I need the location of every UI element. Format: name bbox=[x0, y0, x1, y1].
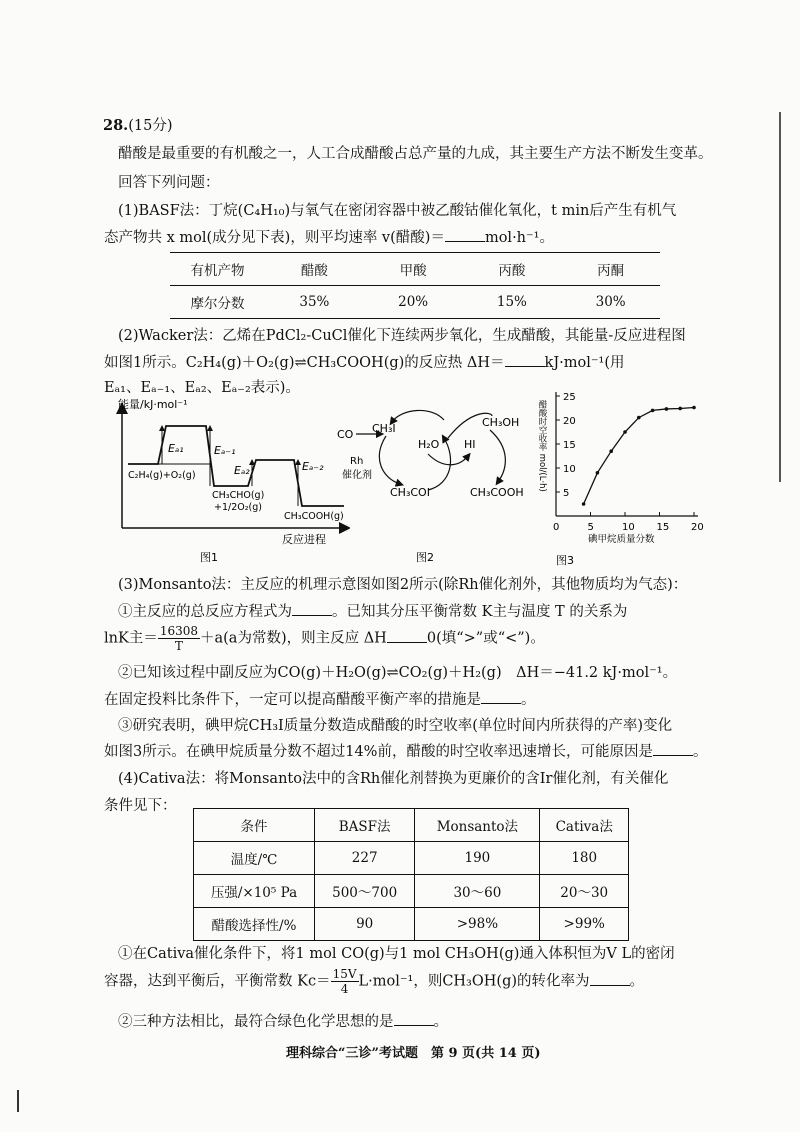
fraction-denominator: 4 bbox=[340, 982, 349, 996]
table-row bbox=[194, 842, 629, 875]
fig3-data-point bbox=[665, 407, 669, 411]
table-cell: Monsanto法 bbox=[415, 809, 540, 842]
answer-blank bbox=[590, 973, 630, 986]
left-cycle-arrow bbox=[379, 436, 400, 484]
table-cell: 丙酸 bbox=[463, 253, 562, 286]
part3-lnk-line bbox=[104, 624, 545, 653]
part4-q1b-text: 容器，达到平衡后，平衡常数 Kc＝ bbox=[104, 973, 331, 990]
lnk-label: lnK主＝ bbox=[104, 630, 158, 647]
part4-line2: 条件见下： bbox=[104, 798, 177, 814]
hi-label: HI bbox=[464, 438, 476, 451]
part2-line2-unit: kJ·mol⁻¹(用 bbox=[544, 355, 625, 371]
table-cell: 20～30 bbox=[540, 875, 629, 908]
table-cell: 丙酮 bbox=[561, 253, 660, 286]
figure1-energy-diagram bbox=[100, 398, 350, 566]
part3-q3b bbox=[104, 740, 707, 761]
part3-q2b-text: 在固定投料比条件下，一定可以提高醋酸平衡产率的措施是 bbox=[104, 692, 481, 708]
part4-q2-text: ②三种方法相比，最符合绿色化学思想的是 bbox=[118, 1014, 394, 1030]
catalyst-label: 催化剂 bbox=[342, 470, 372, 481]
part4-line1: (4)Cativa法：将Monsanto法中的含Rh催化剂替换为更廉价的含Ir催化剂，有关催化 bbox=[118, 771, 669, 787]
table-cell: >98% bbox=[415, 908, 540, 941]
part3-q1 bbox=[118, 600, 627, 621]
table-cell: 有机产物 bbox=[170, 253, 265, 286]
fig3-data-point bbox=[596, 471, 600, 475]
fig3-data-point bbox=[692, 406, 696, 410]
right-cycle-arrow bbox=[490, 430, 505, 482]
product-table bbox=[170, 252, 660, 319]
table-cell: 227 bbox=[315, 842, 415, 875]
table-cell: 190 bbox=[415, 842, 540, 875]
answer-blank bbox=[387, 630, 427, 643]
part1-line1: (1)BASF法：丁烷(C₄H₁₀)与氧气在密闭容器中被乙酸钴催化氧化，t min后产生有机气 bbox=[118, 203, 677, 219]
fraction-denominator: T bbox=[174, 639, 183, 653]
table-cell: 35% bbox=[265, 286, 364, 319]
answer-blank bbox=[653, 743, 693, 756]
page-footer: 理科综合“三诊”考试题 第 9 页(共 14 页) bbox=[286, 1046, 541, 1061]
state-intermediate: CH₃CHO(g) bbox=[212, 490, 265, 501]
table-cell: 15% bbox=[463, 286, 562, 319]
figure2-mechanism bbox=[332, 398, 532, 566]
part3-q2a: ②已知该过程中副反应为CO(g)＋H₂O(g)⇌CO₂(g)＋H₂(g) ΔH＝−41.2 kJ·mol⁻¹。 bbox=[118, 665, 678, 681]
fraction-numerator: 16308 bbox=[159, 624, 198, 638]
fig3-x-tick-label: 5 bbox=[587, 522, 594, 533]
ea-1-label: Eₐ₋₁ bbox=[214, 444, 236, 457]
part3-q2b bbox=[104, 688, 536, 709]
question-score: (15分) bbox=[128, 118, 173, 134]
question-header bbox=[103, 114, 173, 135]
table-cell: 温度/℃ bbox=[194, 842, 315, 875]
table-row bbox=[194, 809, 629, 842]
fig3-data-point bbox=[637, 416, 641, 420]
part3-q3a: ③研究表明，碘甲烷CH₃I质量分数造成醋酸的时空收率(单位时间内所获得的产率)变化 bbox=[118, 718, 673, 734]
table-cell: 30～60 bbox=[415, 875, 540, 908]
fig3-data-point bbox=[651, 409, 655, 413]
table-cell: 条件 bbox=[194, 809, 315, 842]
scan-edge-line bbox=[779, 112, 781, 482]
answer-blank bbox=[292, 603, 332, 616]
part1-line2-unit: mol·h⁻¹。 bbox=[484, 230, 554, 246]
table-row bbox=[194, 908, 629, 941]
fig3-data-point bbox=[582, 502, 586, 506]
part1-line2 bbox=[104, 226, 554, 247]
ea-2-label: Eₐ₋₂ bbox=[302, 460, 324, 473]
part4-q1b-text2: L·mol⁻¹，则CH₃OH(g)的转化率为 bbox=[358, 973, 590, 990]
fig3-data-point bbox=[623, 430, 627, 434]
part3-q1-text2: 。已知其分压平衡常数 K主与温度 T 的关系为 bbox=[332, 604, 628, 620]
table-cell: 甲酸 bbox=[364, 253, 463, 286]
ask-text: 回答下列问题： bbox=[118, 175, 220, 191]
fig1-caption: 图1 bbox=[200, 551, 218, 564]
h2o-label: H₂O bbox=[418, 438, 440, 451]
part3-q3b-text: 如图3所示。在碘甲烷质量分数不超过14%前，醋酸的时空收率迅速增长，可能原因是 bbox=[104, 744, 653, 760]
fig3-ylabel: 醋酸时空收率 mol/(L·h) bbox=[537, 400, 547, 492]
table-cell: 醋酸 bbox=[265, 253, 364, 286]
state-intermediate-o2: +1/2O₂(g) bbox=[214, 502, 262, 513]
part3-q2b-end: 。 bbox=[521, 692, 536, 708]
table-cell: 摩尔分数 bbox=[170, 286, 265, 319]
part2-line2 bbox=[104, 351, 624, 372]
part4-q1a: ①在Cativa催化条件下，将1 mol CO(g)与1 mol CH₃OH(g)通入体积恒为V L的密闭 bbox=[118, 946, 675, 962]
answer-blank bbox=[394, 1013, 434, 1026]
table-cell: 180 bbox=[540, 842, 629, 875]
table-cell: 醋酸选择性/% bbox=[194, 908, 315, 941]
fig3-y-tick-label: 15 bbox=[563, 440, 576, 451]
fig3-y-tick-label: 10 bbox=[563, 464, 576, 475]
table-cell: >99% bbox=[540, 908, 629, 941]
part4-q2 bbox=[118, 1010, 448, 1031]
scan-edge-mark bbox=[17, 1090, 19, 1112]
top-cycle-arrow bbox=[392, 410, 444, 422]
state-reactants: C₂H₄(g)+O₂(g) bbox=[128, 470, 196, 481]
intro-text: 醋酸是最重要的有机酸之一，人工合成醋酸占总产量的九成，其主要生产方法不断发生变革。 bbox=[118, 146, 713, 162]
fig3-x-tick-label: 0 bbox=[553, 522, 560, 533]
part2-line1: (2)Wacker法：乙烯在PdCl₂-CuCl催化下连续两步氧化，生成醋酸，其能量-反应进程图 bbox=[118, 328, 686, 344]
fig3-x-tick-label: 20 bbox=[691, 522, 704, 533]
part4-q1b-end: 。 bbox=[629, 973, 645, 990]
part3-q3b-end: 。 bbox=[692, 744, 708, 760]
answer-blank bbox=[481, 691, 521, 704]
answer-blank bbox=[445, 229, 485, 242]
fig3-plot-area bbox=[537, 392, 704, 545]
fig3-caption: 图3 bbox=[556, 554, 574, 567]
table-cell: Cativa法 bbox=[540, 809, 629, 842]
h2o-hi-arrow bbox=[428, 454, 468, 465]
figure3-chart bbox=[530, 388, 710, 568]
fig2-caption: 图2 bbox=[416, 551, 434, 564]
ch3i-label: CH₃I bbox=[372, 422, 396, 435]
part2-line2-text: 如图1所示。C₂H₄(g)＋O₂(g)⇌CH₃COOH(g)的反应热 ΔH＝ bbox=[104, 355, 505, 371]
part3-line1: (3)Monsanto法：主反应的机理示意图如图2所示(除Rh催化剂外，其他物质均为气态)： bbox=[118, 577, 688, 593]
lnk-end: 0(填“>”或“<”)。 bbox=[426, 630, 545, 647]
table-row bbox=[170, 286, 660, 319]
part2-line3: Eₐ₁、Eₐ₋₁、Eₐ₂、Eₐ₋₂表示)。 bbox=[104, 380, 300, 396]
table-cell: 30% bbox=[561, 286, 660, 319]
answer-blank bbox=[505, 354, 545, 367]
lnk-rest: ＋a(a为常数)，则主反应 ΔH bbox=[200, 630, 387, 647]
co-label: CO bbox=[337, 428, 354, 441]
table-row bbox=[170, 253, 660, 286]
fraction bbox=[158, 624, 200, 653]
table-cell: 90 bbox=[315, 908, 415, 941]
part3-q1-text: ①主反应的总反应方程式为 bbox=[118, 604, 292, 620]
fig3-xlabel: 碘甲烷质量分数 bbox=[588, 534, 655, 545]
rh-label: Rh bbox=[350, 456, 364, 467]
ch3cooh-label: CH₃COOH bbox=[470, 486, 524, 499]
part1-line2-text: 态产物共 x mol(成分见下表)，则平均速率 v(醋酸)＝ bbox=[104, 230, 445, 246]
part4-q2-end: 。 bbox=[433, 1014, 448, 1030]
fraction bbox=[331, 967, 359, 996]
table-cell: 500～700 bbox=[315, 875, 415, 908]
ea2-label: Eₐ₂ bbox=[234, 464, 250, 477]
question-number: 28. bbox=[103, 117, 129, 134]
table-cell: 压强/×10⁵ Pa bbox=[194, 875, 315, 908]
fig3-data-point bbox=[678, 407, 682, 411]
state-product: CH₃COOH(g) bbox=[284, 511, 344, 522]
table-cell: 20% bbox=[364, 286, 463, 319]
ch3oh-label: CH₃OH bbox=[482, 416, 520, 429]
fig3-y-tick-label: 25 bbox=[563, 392, 576, 403]
ch3coi-label: CH₃COI bbox=[390, 486, 430, 499]
table-row bbox=[194, 875, 629, 908]
fig3-series-line bbox=[584, 408, 694, 504]
fig1-ylabel: 能量/kJ·mol⁻¹ bbox=[118, 398, 188, 411]
conditions-table bbox=[193, 808, 629, 941]
ea1-label: Eₐ₁ bbox=[168, 442, 184, 455]
fig3-x-tick-label: 10 bbox=[622, 522, 635, 533]
fig1-xlabel: 反应进程 bbox=[282, 533, 326, 546]
fig3-y-tick-label: 20 bbox=[563, 416, 576, 427]
fraction-numerator: 15V bbox=[332, 967, 357, 981]
part4-q1b bbox=[104, 967, 644, 996]
fig3-data-point bbox=[609, 449, 613, 453]
fig3-x-tick-label: 15 bbox=[656, 522, 670, 533]
fig3-y-tick-label: 5 bbox=[563, 488, 570, 499]
table-cell: BASF法 bbox=[315, 809, 415, 842]
